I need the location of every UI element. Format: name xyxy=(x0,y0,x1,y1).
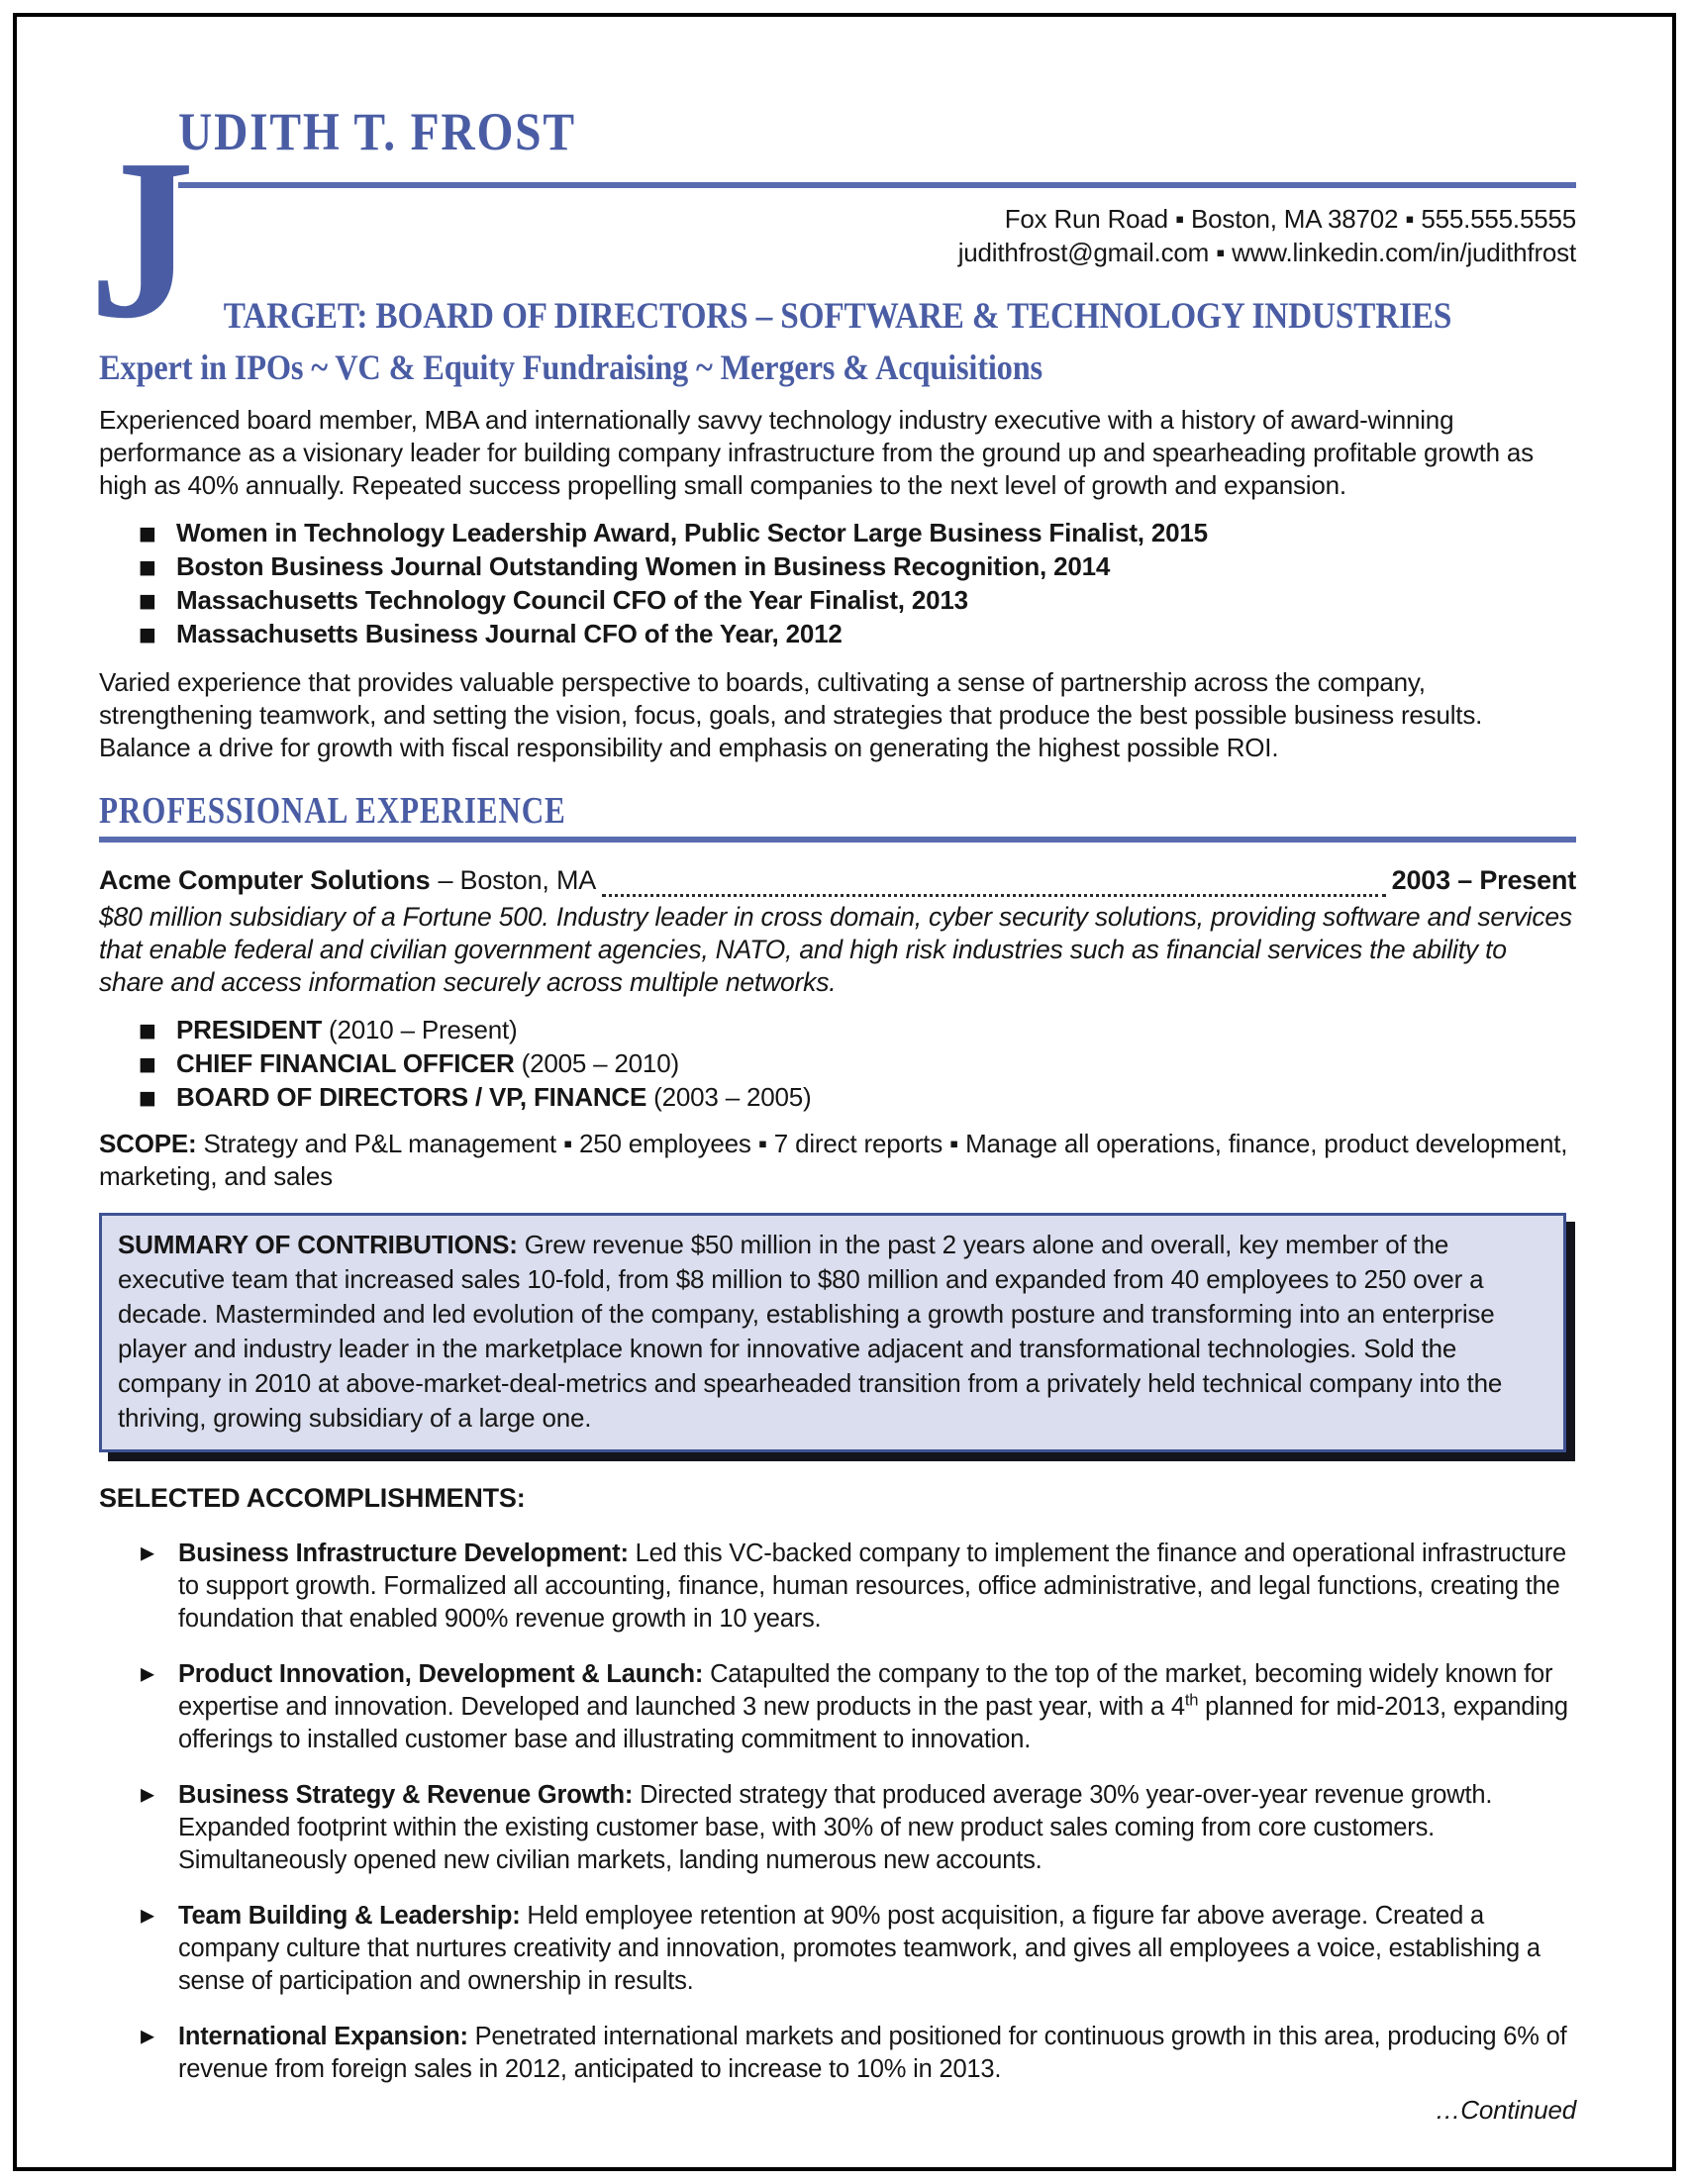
dotted-leader xyxy=(602,871,1386,897)
scope-line xyxy=(99,1128,1576,1193)
award-item xyxy=(99,583,1576,617)
position-item xyxy=(99,1046,1576,1080)
arrow-bullet-icon: ▸ xyxy=(141,1777,154,1811)
positions-list xyxy=(99,1013,1576,1114)
summary-paragraph: Experienced board member, MBA and internationally savvy technology industry executive with a history of award-winning performance as a visionary leader for building company infrastructure from the ground up and spearheading profitable growth as high as 40% annually. Repeated success propelling small companies to the next level of growth and expansion. xyxy=(99,404,1534,500)
accomplishment-item xyxy=(99,1900,1576,1998)
position-item xyxy=(99,1080,1576,1114)
expertise-heading: Expert in IPOs ~ VC & Equity Fundraising ~ Mergers & Acquisitions xyxy=(99,347,1043,388)
summary-contributions-text: Grew revenue $50 million in the past 2 years alone and overall, key member of the executive team that increased sales 10-fold, from $8 million to $80 million and expanded from 40 employees to 250 over a decade. Masterminded and led evolution of the company, establishing a growth posture and transforming into an enterprise player and industry leader in the marketplace known for innovative adjacent and transformational technologies. Sold the company in 2010 at above-market-deal-metrics and spearheaded transition from a privately held technical company into the thriving, growing subsidiary of a large one. xyxy=(118,1230,1503,1434)
position-dates: (2003 – 2005) xyxy=(653,1082,812,1113)
name-dropcap: J xyxy=(89,112,195,366)
target-heading: TARGET: BOARD OF DIRECTORS – SOFTWARE & TECHNOLOGY INDUSTRIES xyxy=(223,296,1452,337)
accomplishment-title: Team Building & Leadership: xyxy=(178,1902,521,1931)
arrow-bullet-icon: ▸ xyxy=(141,2019,154,2052)
arrow-bullet-icon: ▸ xyxy=(141,1536,154,1569)
company-name: Acme Computer Solutions xyxy=(99,865,431,896)
page-content xyxy=(89,77,1576,2127)
position-dates: (2005 – 2010) xyxy=(521,1048,679,1079)
accomplishment-title: Business Infrastructure Development: xyxy=(178,1539,629,1568)
accomplishment-text: Product Innovation, Development & Launch: Catapulted the company to the top of the market, becoming widely known for expertise and innovation. Developed and launched 3 new products in the past year, with a 4th planned for mid-2013, expanding offerings to installed customer base and illustrating commitment to innovation. xyxy=(178,1660,1568,1754)
continued-note: …Continued xyxy=(1435,2095,1576,2126)
square-bullet-icon: ■ xyxy=(139,623,156,645)
award-text: Massachusetts Business Journal CFO of the Year, 2012 xyxy=(176,618,843,648)
position-title: PRESIDENT xyxy=(176,1015,323,1045)
awards-list xyxy=(99,516,1576,650)
accomplishment-item xyxy=(99,1779,1576,1877)
board-value-paragraph: Varied experience that provides valuable perspective to boards, cultivating a sense of partnership across the company, strengthening teamwork, and setting the vision, focus, goals, and strategies that produce the best possible business results. Balance a drive for growth with fiscal responsibility and emphasis on generating the highest possible ROI. xyxy=(99,666,1483,762)
accomplishment-item xyxy=(99,1658,1576,1756)
summary-contributions-box xyxy=(99,1213,1566,1452)
award-item xyxy=(99,617,1576,650)
award-text: Women in Technology Leadership Award, Public Sector Large Business Finalist, 2015 xyxy=(176,517,1208,547)
square-bullet-icon: ■ xyxy=(139,1087,156,1110)
award-item xyxy=(99,516,1576,549)
contact-line-address-phone: Fox Run Road ▪ Boston, MA 38702 ▪ 555.555.5555 xyxy=(1004,204,1576,234)
accomplishment-text: Business Infrastructure Development: Led this VC-backed company to implement the finance and operational infrastructure to support growth. Formalized all accounting, finance, human resources, office administrative, and legal functions, creating the foundation that enabled 900% revenue growth in 10 years. xyxy=(178,1539,1567,1634)
award-text: Massachusetts Technology Council CFO of the Year Finalist, 2013 xyxy=(176,584,968,615)
name-rule xyxy=(178,182,1576,188)
company-row xyxy=(99,864,1576,897)
square-bullet-icon: ■ xyxy=(139,589,156,612)
accomplishments-list xyxy=(99,1538,1576,2086)
arrow-bullet-icon: ▸ xyxy=(141,1656,154,1690)
summary-contributions-paragraph xyxy=(118,1228,1547,1436)
contact-block xyxy=(178,202,1576,269)
square-bullet-icon: ■ xyxy=(139,522,156,545)
accomplishment-title: International Expansion: xyxy=(178,2023,468,2051)
summary-contributions-label: SUMMARY OF CONTRIBUTIONS: xyxy=(118,1230,518,1260)
accomplishment-item xyxy=(99,1538,1576,1636)
position-item xyxy=(99,1013,1576,1046)
name-heading: UDITH T. FROST xyxy=(178,102,576,161)
professional-experience-heading: PROFESSIONAL EXPERIENCE xyxy=(99,789,566,832)
company-dates: 2003 – Present xyxy=(1391,865,1576,896)
scope-label: SCOPE: xyxy=(99,1129,197,1159)
arrow-bullet-icon: ▸ xyxy=(141,1898,154,1932)
accomplishment-text: International Expansion: Penetrated international markets and positioned for continuous growth in this area, producing 6% of revenue from foreign sales in 2012, anticipated to increase to 10% in 2013. xyxy=(178,2023,1567,2084)
company-location: – Boston, MA xyxy=(438,865,597,896)
company-description: $80 million subsidiary of a Fortune 500. Industry leader in cross domain, cyber security solutions, providing software and services that enable federal and civilian government agencies, NATO, and high risk industries such as financial services the ability to share and access information securely across multiple networks. xyxy=(99,902,1572,998)
accomplishment-item xyxy=(99,2021,1576,2086)
award-text: Boston Business Journal Outstanding Women in Business Recognition, 2014 xyxy=(176,550,1111,581)
position-dates: (2010 – Present) xyxy=(329,1015,518,1045)
superscript-text: th xyxy=(1184,1690,1199,1710)
contact-line-email-linkedin: judithfrost@gmail.com ▪ www.linkedin.com/in/judithfrost xyxy=(957,238,1576,267)
selected-accomplishments-heading: SELECTED ACCOMPLISHMENTS: xyxy=(99,1483,526,1514)
accomplishment-text: Business Strategy & Revenue Growth: Directed strategy that produced average 30% year-over-year revenue growth. Expanded footprint within the existing customer base, with 30% of new product sales coming from core customers. Simultaneously opened new civilian markets, landing numerous new accounts. xyxy=(178,1781,1493,1875)
professional-experience-rule xyxy=(99,837,1576,843)
accomplishment-text: Team Building & Leadership: Held employee retention at 90% post acquisition, a figure far above average. Created a company culture that nurtures creativity and innovation, promotes teamwork, and gives all employees a voice, establishing a sense of participation and ownership in results. xyxy=(178,1902,1540,1996)
square-bullet-icon: ■ xyxy=(139,555,156,578)
scope-text: Strategy and P&L management ▪ 250 employees ▪ 7 direct reports ▪ Manage all operations, finance, product development, marketing, and sales xyxy=(99,1129,1568,1192)
award-item xyxy=(99,549,1576,583)
accomplishment-title: Product Innovation, Development & Launch: xyxy=(178,1660,704,1689)
square-bullet-icon: ■ xyxy=(139,1053,156,1076)
position-title: CHIEF FINANCIAL OFFICER xyxy=(176,1048,515,1079)
accomplishment-title: Business Strategy & Revenue Growth: xyxy=(178,1781,634,1810)
position-title: BOARD OF DIRECTORS / VP, FINANCE xyxy=(176,1082,647,1113)
square-bullet-icon: ■ xyxy=(139,1020,156,1042)
